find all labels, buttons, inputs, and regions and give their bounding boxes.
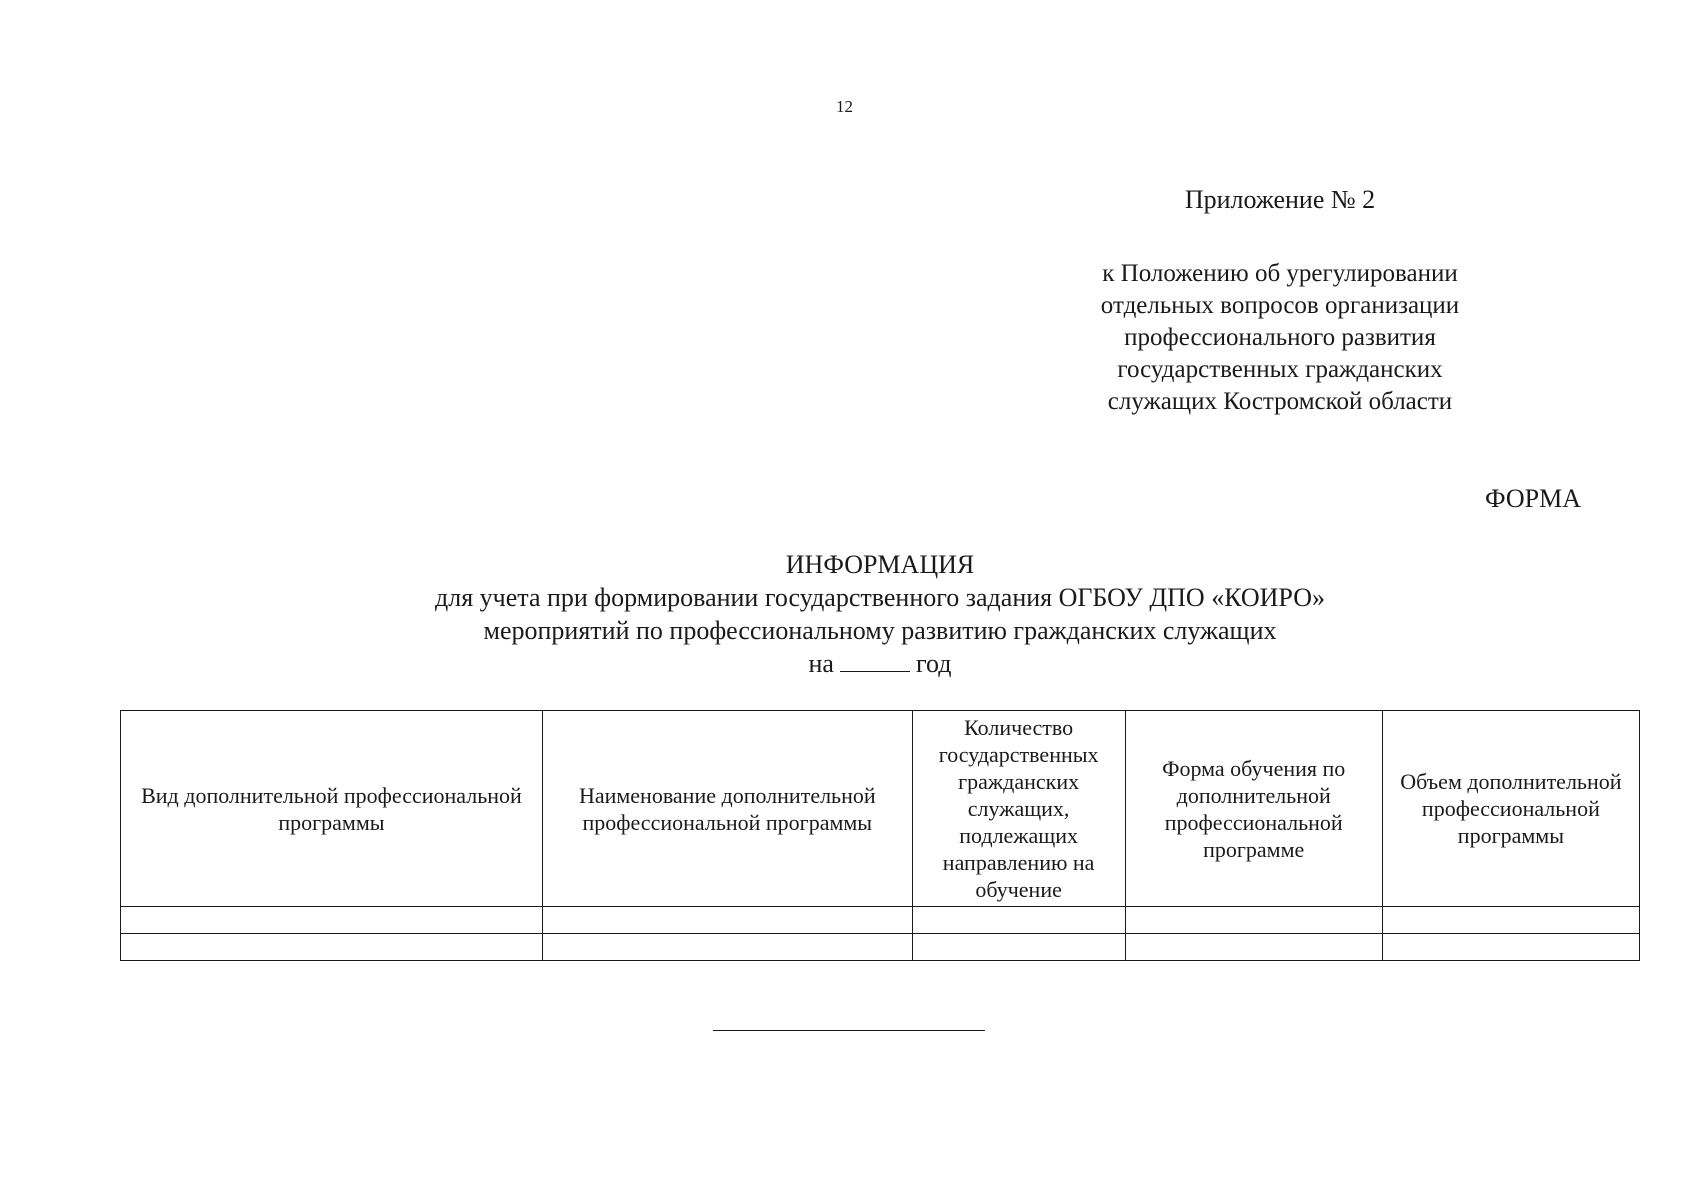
table-cell[interactable]	[1382, 907, 1639, 934]
table-row	[121, 934, 1640, 961]
appendix-ref-line: служащих Костромской области	[1107, 388, 1453, 415]
year-blank-field[interactable]	[840, 649, 910, 672]
table-cell[interactable]	[1382, 934, 1639, 961]
footer-divider	[713, 1030, 985, 1031]
table-cell[interactable]	[1125, 907, 1382, 934]
table-cell[interactable]	[542, 907, 912, 934]
table-cell[interactable]	[121, 907, 543, 934]
table-cell[interactable]	[1125, 934, 1382, 961]
heading-line-2: мероприятий по профессиональному развитию гражданских служащих	[483, 616, 1277, 645]
document-heading	[0, 548, 1689, 680]
table-cell[interactable]	[912, 934, 1125, 961]
column-header-training-form: Форма обучения по дополнительной профессиональной программе	[1125, 711, 1382, 907]
table-cell[interactable]	[912, 907, 1125, 934]
column-header-employee-count: Количество государственных гражданских служащих, подлежащих направлению на обучение	[912, 711, 1125, 907]
page-number: 12	[836, 97, 853, 116]
appendix-ref-line: отдельных вопросов организации	[1100, 292, 1460, 319]
appendix-ref-line: государственных гражданских	[1117, 356, 1443, 383]
column-header-program-volume: Объем дополнительной профессиональной программы	[1382, 711, 1639, 907]
form-label: ФОРМА	[1485, 484, 1581, 513]
table-cell[interactable]	[121, 934, 543, 961]
table-header-row	[121, 711, 1640, 907]
appendix-ref-line: профессионального развития	[1124, 324, 1436, 351]
heading-title: ИНФОРМАЦИЯ	[785, 550, 975, 579]
table-cell[interactable]	[542, 934, 912, 961]
column-header-program-name: Наименование дополнительной профессиональной программы	[542, 711, 912, 907]
heading-line-1: для учета при формировании государственного задания ОГБОУ ДПО «КОИРО»	[434, 583, 1325, 612]
appendix-title: Приложение № 2	[1184, 185, 1376, 214]
column-header-program-type: Вид дополнительной профессиональной программы	[121, 711, 543, 907]
appendix-ref-line: к Положению об урегулировании	[1102, 260, 1458, 287]
year-prefix: на	[808, 649, 834, 678]
information-table	[120, 710, 1640, 961]
table-row	[121, 907, 1640, 934]
year-suffix: год	[915, 649, 952, 678]
appendix-reference	[1040, 258, 1520, 418]
heading-year-line	[0, 647, 1689, 680]
